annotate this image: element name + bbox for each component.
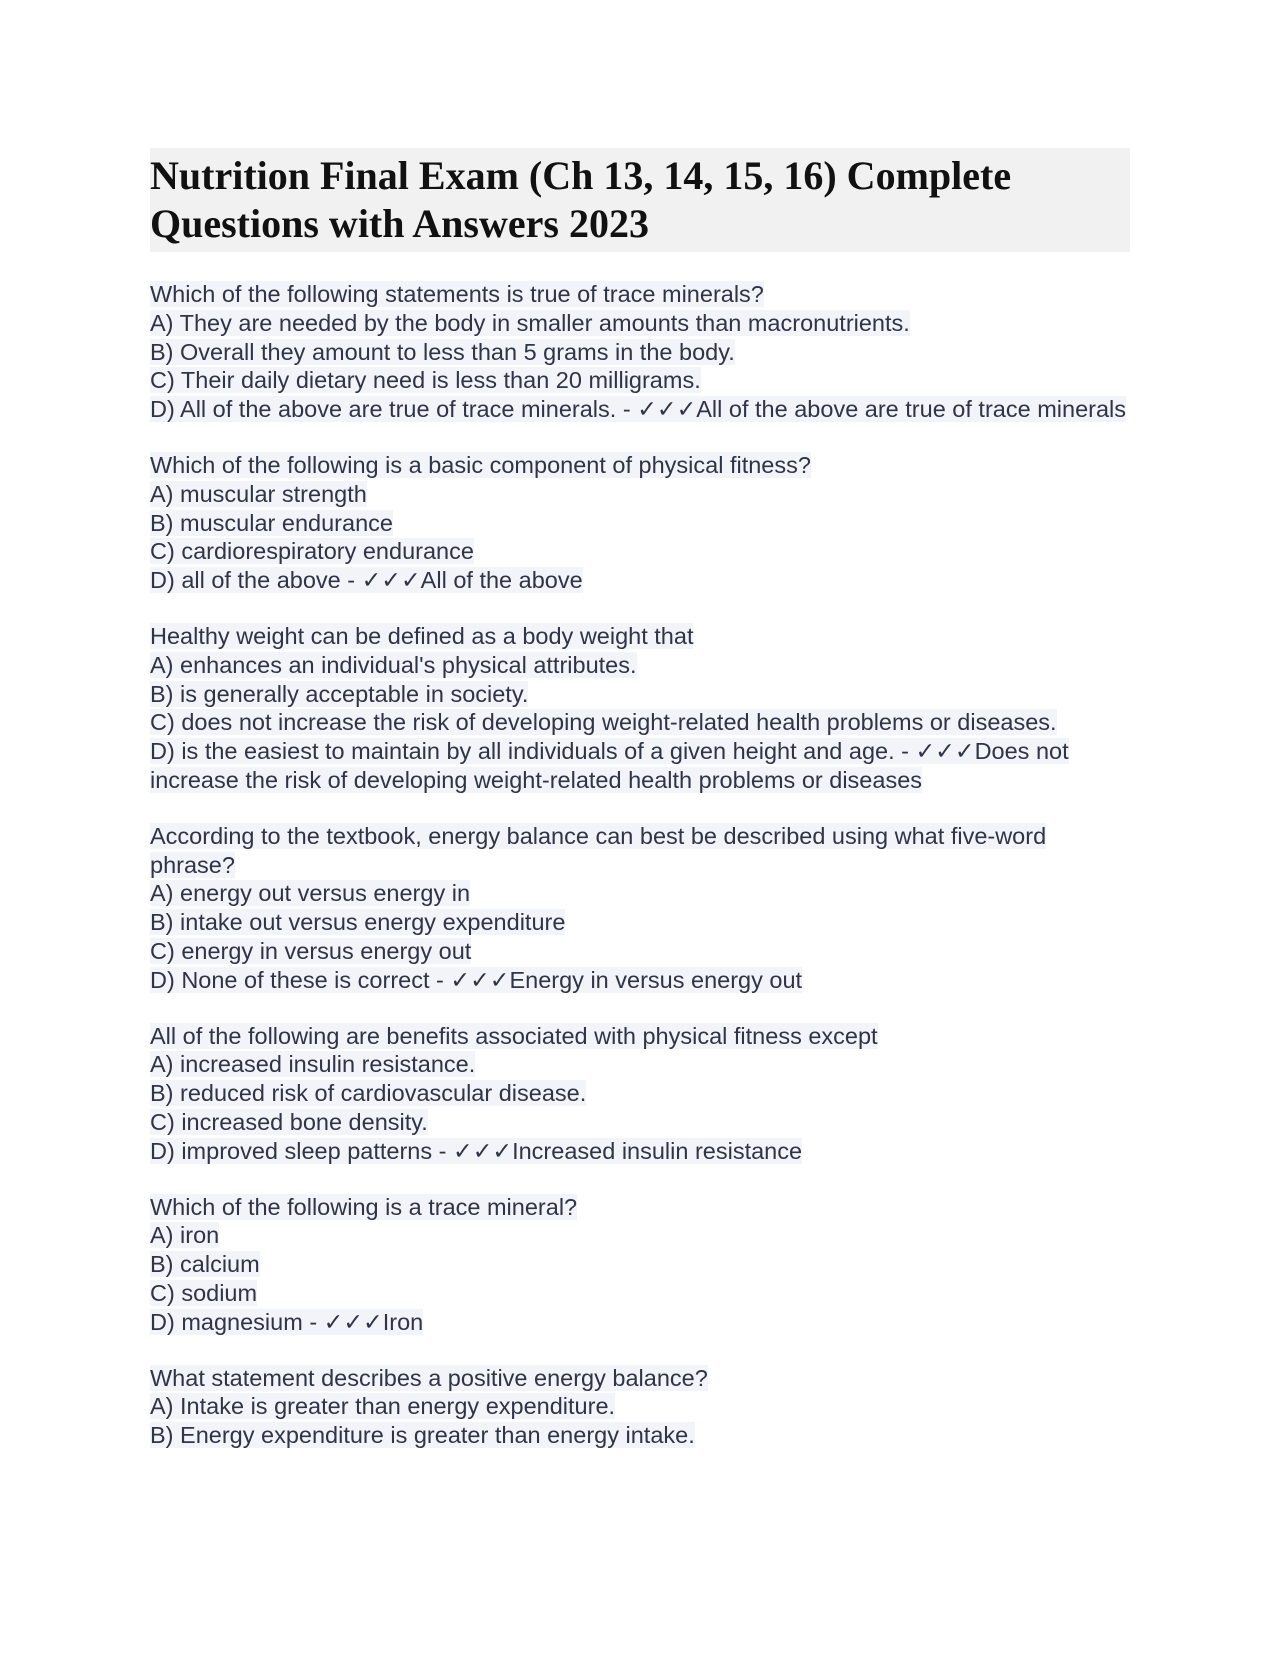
question-prompt: Healthy weight can be defined as a body weight that (150, 622, 694, 649)
question-prompt: All of the following are benefits associated with physical fitness except (150, 1022, 878, 1049)
document-title: Nutrition Final Exam (Ch 13, 14, 15, 16) Complete Questions with Answers 2023 (150, 148, 1130, 252)
document-page (150, 148, 1130, 1477)
answer-option: B) calcium (150, 1251, 260, 1278)
answer-option-with-key: D) All of the above are true of trace minerals. - ✓✓✓All of the above are true of trace minerals (150, 396, 1127, 423)
question-block (150, 280, 1130, 424)
answer-option: B) intake out versus energy expenditure (150, 909, 566, 936)
question-block (150, 1364, 1130, 1450)
answer-option-with-key: D) all of the above - ✓✓✓All of the above (150, 567, 583, 594)
answer-option: B) reduced risk of cardiovascular disease. (150, 1080, 587, 1107)
answer-option: B) muscular endurance (150, 509, 393, 536)
question-prompt: Which of the following statements is true of trace minerals? (150, 281, 764, 307)
answer-option: B) Overall they amount to less than 5 grams in the body. (150, 338, 735, 365)
answer-option: A) iron (150, 1222, 220, 1249)
question-block (150, 622, 1130, 795)
answer-option: A) They are needed by the body in smaller amounts than macronutrients. (150, 309, 910, 336)
question-block (150, 1022, 1130, 1166)
question-prompt: According to the textbook, energy balance can best be described using what five-word phrase? (150, 822, 1047, 878)
answer-option: C) sodium (150, 1279, 258, 1306)
answer-option-with-key: D) magnesium - ✓✓✓Iron (150, 1308, 424, 1335)
answer-option: C) increased bone density. (150, 1108, 428, 1135)
answer-option-with-key: D) improved sleep patterns - ✓✓✓Increased insulin resistance (150, 1137, 803, 1164)
answer-option: C) energy in versus energy out (150, 937, 472, 964)
answer-option: A) energy out versus energy in (150, 880, 471, 907)
answer-option: C) cardiorespiratory endurance (150, 538, 474, 565)
question-block (150, 451, 1130, 595)
answer-option: B) is generally acceptable in society. (150, 680, 529, 707)
question-block (150, 822, 1130, 995)
question-prompt: Which of the following is a basic component of physical fitness? (150, 451, 811, 478)
answer-option: A) Intake is greater than energy expenditure. (150, 1393, 616, 1420)
question-block (150, 1193, 1130, 1337)
answer-option-with-key: D) is the easiest to maintain by all individuals of a given height and age. - ✓✓✓Does not increase the risk of developing weight-related health problems or diseases (150, 738, 1069, 793)
question-prompt: Which of the following is a trace mineral? (150, 1193, 578, 1220)
answer-option: B) Energy expenditure is greater than energy intake. (150, 1422, 695, 1449)
question-prompt: What statement describes a positive energy balance? (150, 1364, 708, 1391)
answer-option: A) increased insulin resistance. (150, 1051, 476, 1078)
answer-option: C) does not increase the risk of developing weight-related health problems or diseases. (150, 709, 1057, 736)
answer-option: A) enhances an individual's physical attributes. (150, 651, 637, 678)
answer-option: C) Their daily dietary need is less than 20 milligrams. (150, 367, 701, 394)
answer-option-with-key: D) None of these is correct - ✓✓✓Energy in versus energy out (150, 966, 803, 993)
answer-option: A) muscular strength (150, 480, 367, 507)
